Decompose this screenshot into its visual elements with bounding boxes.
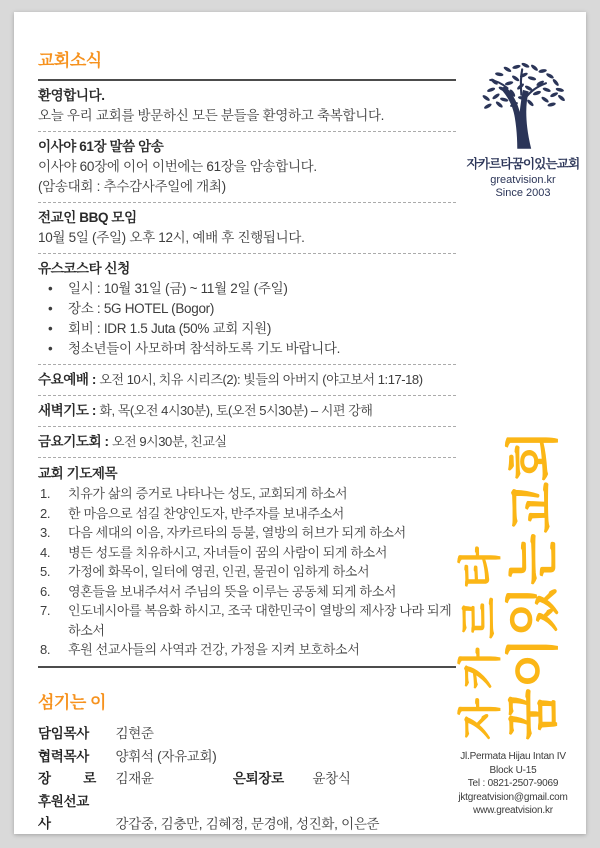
notice-line: (암송대회 : 추수감사주일에 개최) (38, 179, 226, 194)
item-number: 7. (40, 603, 51, 618)
tree-icon (473, 62, 573, 152)
church-name: 자카르타꿈이있는교회 (466, 157, 580, 171)
prayer-item (38, 504, 456, 524)
person-name: 김재윤 (115, 771, 154, 786)
notice-title: 유스코스타 신청 (38, 261, 130, 276)
watermark-line2: 꿈이있는교회 (504, 429, 563, 740)
prayer-text: 가정에 화목이, 일터에 영권, 인권, 물권이 임하게 하소서 (68, 564, 370, 579)
prayer-text: 후원 선교사들의 사역과 건강, 가정을 지켜 보호하소서 (68, 642, 360, 657)
schedule-text: 화, 목(오전 4시30분), 토(오전 5시30분) – 시편 강해 (99, 403, 373, 418)
notice-line: 이사야 60장에 이어 이번에는 61장을 암송합니다. (38, 159, 317, 174)
main-column (38, 46, 456, 668)
bullet-icon: • (48, 281, 53, 296)
role-label: 장 로 (38, 771, 96, 786)
notice-bbq (38, 203, 456, 254)
list-item (38, 319, 456, 339)
prayer-item (38, 640, 456, 660)
list-item (38, 279, 456, 299)
item-number: 4. (40, 544, 51, 560)
contact-address1: Jl.Permata Hijau Intan IV (460, 751, 566, 762)
prayer-item (38, 484, 456, 504)
person-name: 양휘석 (자유교회) (115, 748, 217, 764)
serving-row (38, 768, 456, 791)
vertical-watermark (458, 430, 562, 740)
list-item (38, 339, 456, 359)
bottom-divider (38, 666, 456, 668)
item-number: 5. (40, 564, 51, 579)
schedule-text: 오전 9시30분, 친교실 (112, 434, 227, 449)
notice-youth-kosta (38, 254, 456, 365)
prayer-title: 교회 기도제목 (38, 466, 118, 481)
schedule-friday (38, 427, 456, 458)
item-number: 2. (40, 505, 51, 521)
notice-memorize (38, 132, 456, 203)
prayer-text: 다음 세대의 이음, 자카르타의 등불, 열방의 허브가 되게 하소서 (68, 525, 406, 540)
schedule-wednesday (38, 365, 456, 396)
list-item (38, 299, 456, 319)
list-item-text: 일시 : 10월 31일 (금) ~ 11월 2일 (주일) (68, 281, 288, 296)
list-item-text: 장소 : 5G HOTEL (Bogor) (68, 301, 215, 316)
contact-tel: Tel : 0821-2507-9069 (467, 778, 559, 789)
schedule-label: 수요예배 : (38, 372, 100, 387)
notice-title: 이사야 61장 말씀 암송 (38, 139, 164, 154)
list-item-text: 회비 : IDR 1.5 Juta (50% 교회 지원) (68, 321, 272, 336)
schedule-label: 금요기도회 : (38, 434, 113, 449)
serving-row (38, 791, 456, 836)
serving-row (38, 746, 456, 769)
notice-title: 전교인 BBQ 모임 (38, 210, 137, 225)
role-label: 담임목사 (38, 726, 89, 741)
list-item-text: 청소년들이 사모하며 참석하도록 기도 바랍니다. (68, 341, 341, 356)
role-label: 은퇴장로 (232, 771, 284, 786)
church-since: Since 2003 (495, 187, 551, 199)
church-url: greatvision.kr (490, 174, 556, 186)
schedule-text: 오전 10시, 치유 시리즈(2): 빛들의 아버지 (야고보서 1:17-18) (99, 372, 423, 387)
church-logo (456, 62, 590, 199)
notice-line: 10월 5일 (주일) 오후 12시, 예배 후 진행됩니다. (38, 230, 305, 245)
item-number: 8. (40, 642, 51, 657)
prayer-item (38, 523, 456, 543)
role-label: 후원선교사 (38, 793, 89, 831)
bullet-icon: • (48, 321, 53, 336)
schedule-label: 새벽기도 : (38, 403, 100, 418)
notice-line: 오늘 우리 교회를 방문하신 모든 분들을 환영하고 축복합니다. (38, 108, 385, 123)
contact-web: www.greatvision.kr (473, 805, 553, 816)
contact-block (438, 750, 588, 818)
document-page (14, 12, 586, 834)
notice-title: 환영합니다. (38, 88, 105, 103)
serving-title: 섬기는 이 (38, 693, 106, 712)
prayer-section (38, 458, 456, 666)
contact-address2: Block U-15 (489, 764, 537, 776)
prayer-text: 한 마음으로 섬길 찬양인도자, 반주자를 보내주소서 (68, 505, 344, 521)
prayer-item (38, 601, 456, 640)
prayer-text: 인도네시아를 복음화 하시고, 조국 대한민국이 열방의 제사장 나라 되게 하소서 (68, 603, 452, 638)
prayer-text: 영혼들을 보내주셔서 주님의 뜻을 이루는 공동체 되게 하소서 (68, 583, 397, 599)
item-number: 1. (40, 486, 51, 501)
watermark-line1: 자카르타 (457, 537, 505, 740)
serving-row (38, 723, 456, 746)
item-number: 3. (40, 525, 51, 540)
item-number: 6. (40, 583, 51, 599)
person-name: 강갑중, 김충만, 김혜정, 문경애, 성진화, 이은준 (115, 816, 380, 831)
person-name: 윤창식 (312, 771, 351, 786)
serving-section (38, 688, 456, 836)
contact-email: jktgreatvision@gmail.com (458, 791, 568, 803)
schedule-dawn (38, 396, 456, 427)
bullet-icon: • (48, 301, 53, 316)
prayer-item (38, 582, 456, 602)
notice-welcome (38, 81, 456, 132)
prayer-item (38, 562, 456, 582)
bullet-icon: • (48, 341, 53, 356)
prayer-text: 병든 성도를 치유하시고, 자녀들이 꿈의 사람이 되게 하소서 (68, 544, 388, 560)
prayer-item (38, 543, 456, 563)
role-label: 협력목사 (38, 748, 89, 764)
prayer-text: 치유가 삶의 증거로 나타나는 성도, 교회되게 하소서 (68, 486, 348, 501)
person-name: 김현준 (115, 726, 154, 741)
page-title: 교회소식 (38, 51, 102, 70)
